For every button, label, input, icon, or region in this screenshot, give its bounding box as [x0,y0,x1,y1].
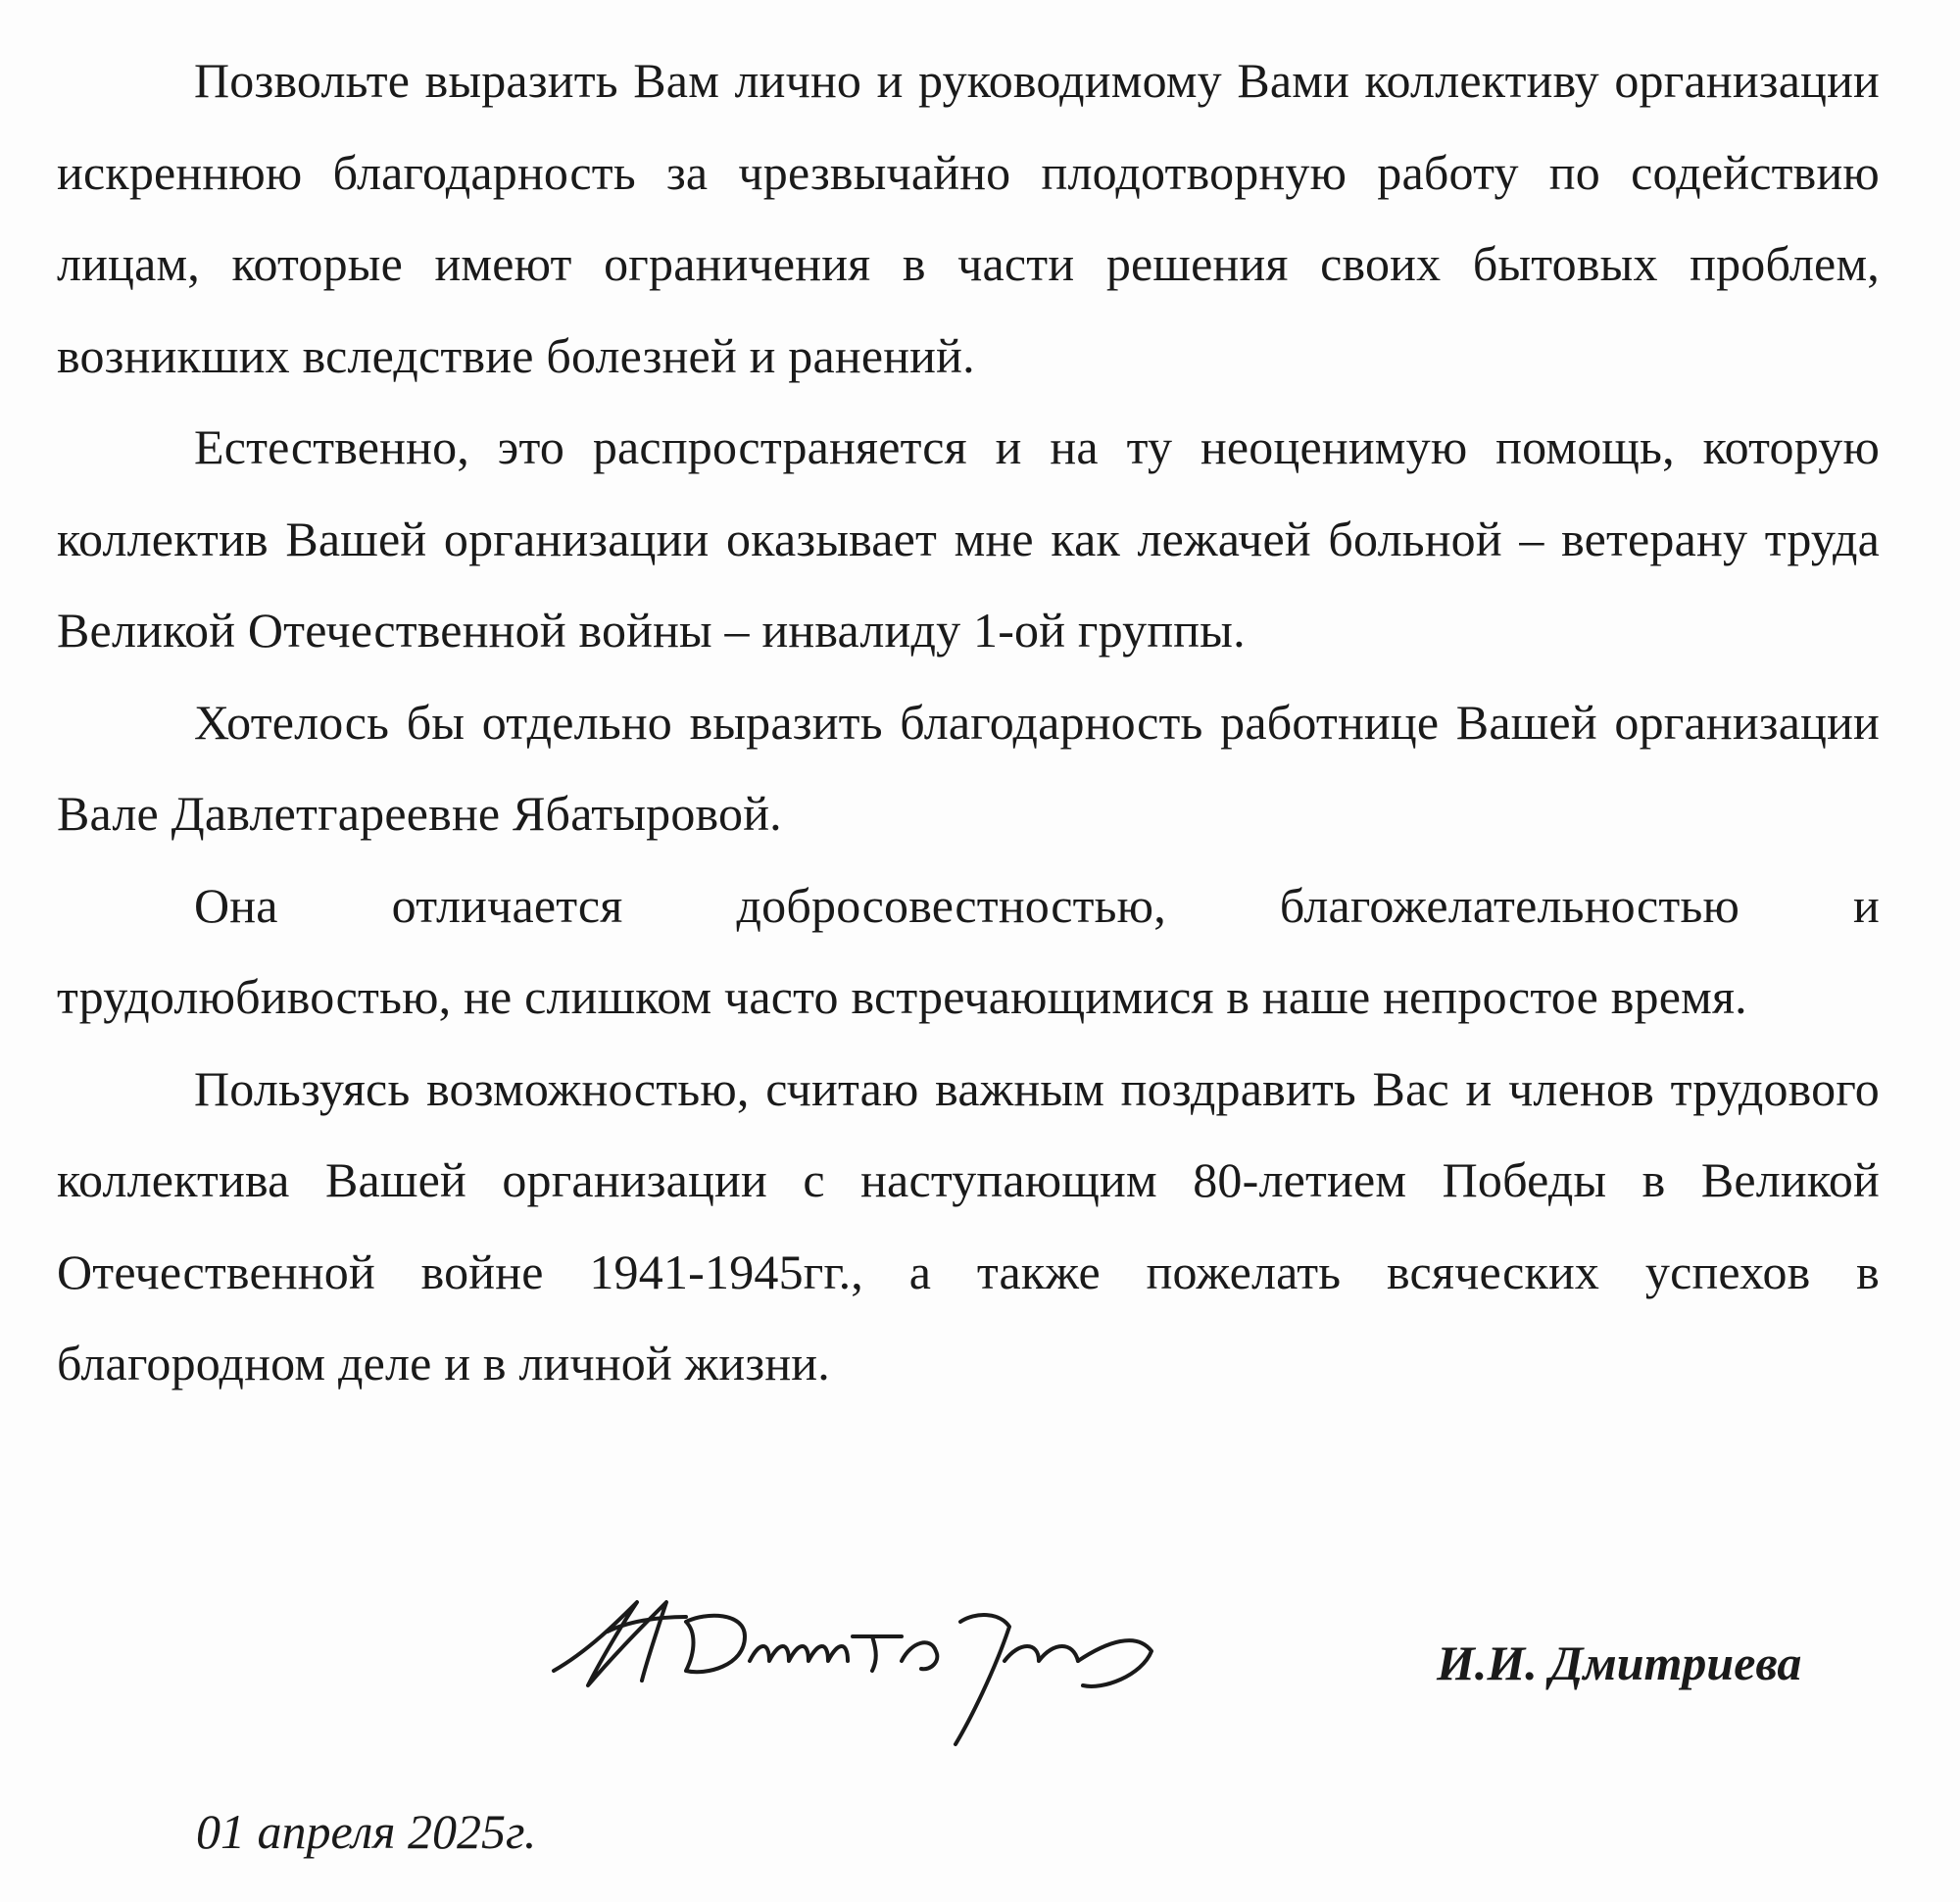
letter-date: 01 апреля 2025г. [196,1804,537,1859]
paragraph-gratitude: Позвольте выразить Вам лично и руководимому Вами коллективу организации искреннюю благодарность за чрезвычайно плодотворную работу по содействию лицам, которые имеют ограничения в части решения своих бытовых проблем, возникших вследствие болезней и ранений. [57,53,1880,383]
paragraph-worker-qualities: Она отличается добросовестностью, благожелательностью и трудолюбивостью, не слишком часто встречающимися в наше непростое время. [57,877,1880,1024]
letter-body [57,35,1880,1410]
paragraph-assistance: Естественно, это распространяется и на ту неоценимую помощь, которую коллектив Вашей организации оказывает мне как лежачей больной – ветерану труда Великой Отечественной войны – инвалиду 1-ой группы. [57,419,1880,658]
paragraph-worker-thanks: Хотелось бы отдельно выразить благодарность работнице Вашей организации Вале Давлетгареевне Ябатыровой. [57,694,1880,841]
handwritten-signature [549,1583,1176,1749]
paragraph-congratulations: Пользуясь возможностью, считаю важным поздравить Вас и членов трудового коллектива Вашей организации с наступающим 80-летием Победы в Великой Отечественной войне 1941-1945гг., а также пожелать всяческих успехов в благородном деле и в личной жизни. [57,1060,1880,1390]
signer-name: И.И. Дмитриева [1437,1635,1802,1690]
